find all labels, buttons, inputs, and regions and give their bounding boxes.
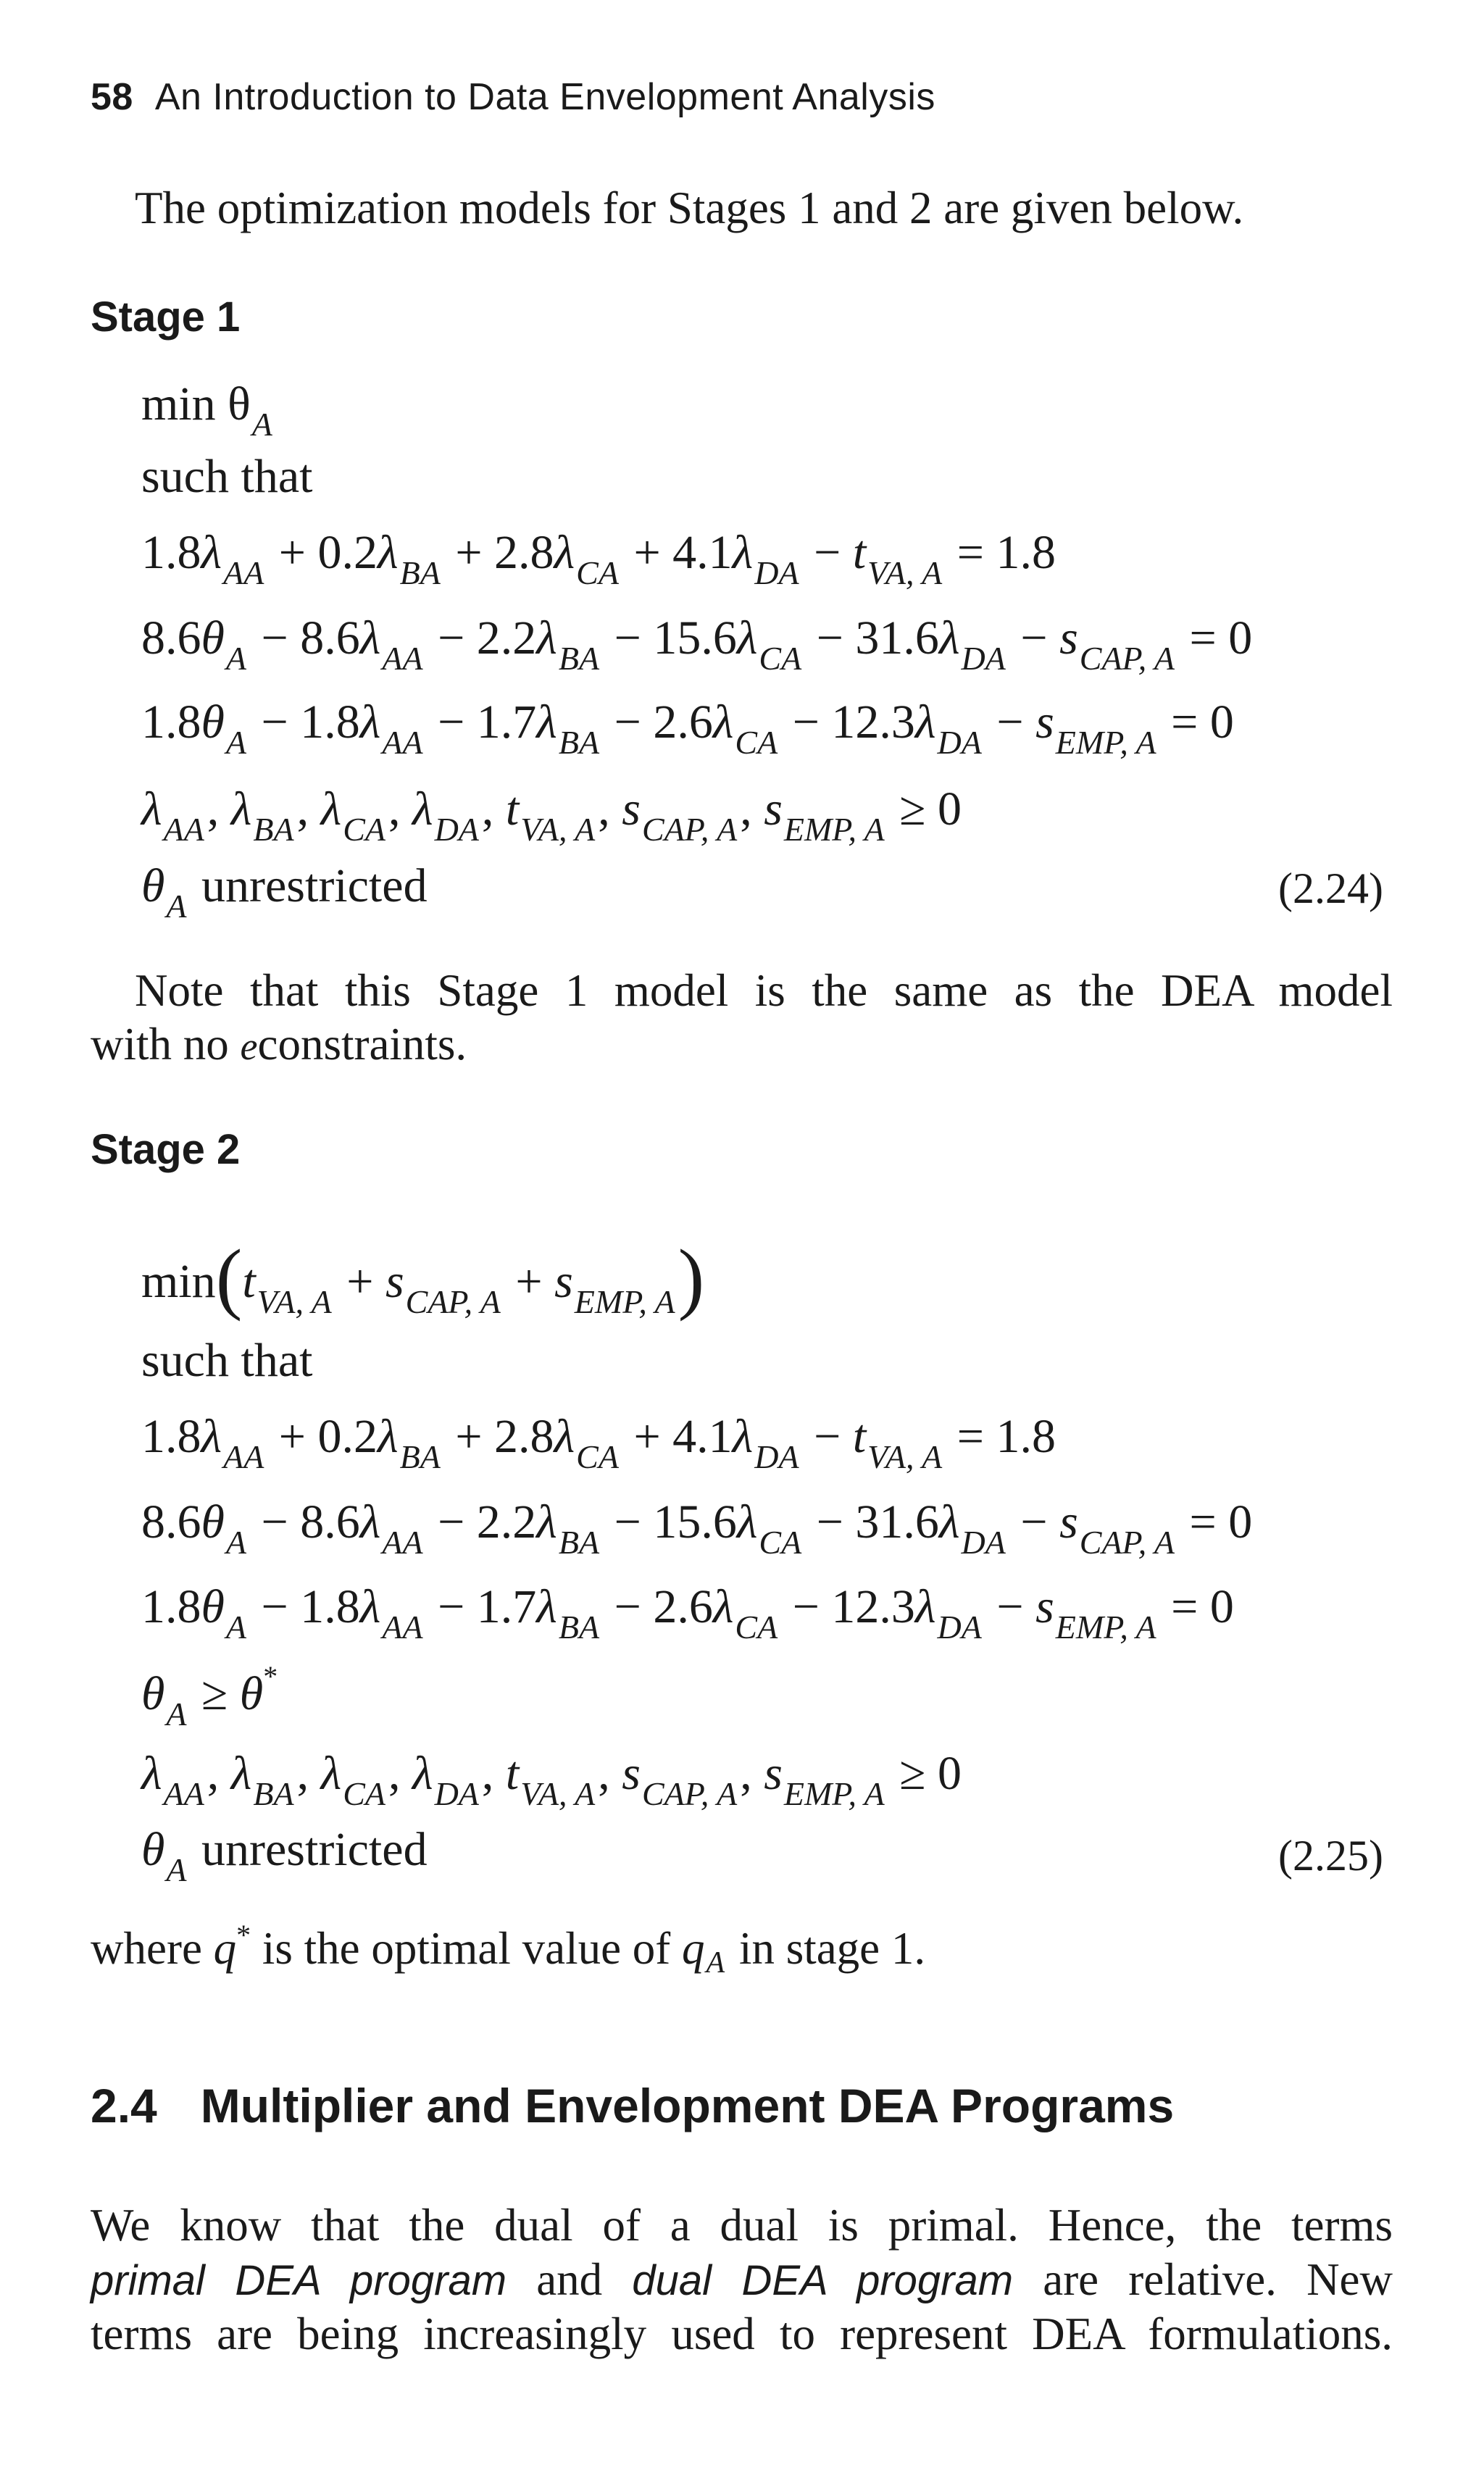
stage1-constraint-2: $8.6\theta_A - 8.6\lambda_{AA} - 2.2\lambda_{BA} - 15.6\lambda_{CA} - 31.6\lambda_{DA} - s_{CAP, A} = 0$ — [141, 612, 1253, 677]
final-paragraph-line3: terms are being increasingly used to represent DEA formulations. — [91, 2309, 1393, 2359]
equation-number-2-24: (2.24) — [1278, 864, 1383, 912]
stage2-objective: $\min(t_{VA, A} + s_{CAP, A} + s_{EMP, A})$ — [141, 1233, 705, 1322]
stage2-theta-bound: $\theta_A \ge \theta^*$ — [141, 1660, 278, 1732]
stage2-unrestricted: $\theta_A$ unrestricted — [141, 1823, 428, 1888]
book-title: An Introduction to Data Envelopment Analysis — [154, 76, 935, 118]
stage1-such-that: such that — [141, 450, 313, 503]
intro-paragraph: The optimization models for Stages 1 and 2 are given below. — [135, 183, 1244, 233]
where-sentence: where q* is the optimal value of qA in stage 1. — [91, 1919, 926, 1980]
stage2-constraint-1: $1.8\lambda_{AA} + 0.2\lambda_{BA} + 2.8\lambda_{CA} + 4.1\lambda_{DA} - t_{VA, A} = 1.8$ — [141, 1410, 1056, 1475]
stage2-constraint-2: $8.6\theta_A - 8.6\lambda_{AA} - 2.2\lambda_{BA} - 15.6\lambda_{CA} - 31.6\lambda_{DA} - s_{CAP, A} = 0$ — [141, 1496, 1253, 1561]
stage1-nonnegativity: $\lambda_{AA}$, $\lambda_{BA}$, $\lambda_{CA}$, $\lambda_{DA}$, $t_{VA, A}$, $s_{CAP, A}$, $s_{EMP, A} \ge 0$ — [141, 783, 962, 848]
stage2-nonnegativity: $\lambda_{AA}$, $\lambda_{BA}$, $\lambda_{CA}$, $\lambda_{DA}$, $t_{VA, A}$, $s_{CAP, A}$, $s_{EMP, A} \ge 0$ — [141, 1747, 962, 1812]
stage1-objective: $\min \theta_A$ — [141, 378, 272, 443]
final-paragraph-line1: We know that the dual of a dual is primal. Hence, the terms — [91, 2200, 1393, 2251]
equation-number-2-25: (2.25) — [1278, 1832, 1383, 1880]
section-heading: 2.4 Multiplier and Envelopment DEA Programs — [91, 2079, 1175, 2132]
stage1-constraint-3: $1.8\theta_A - 1.8\lambda_{AA} - 1.7\lambda_{BA} - 2.6\lambda_{CA} - 12.3\lambda_{DA} - s_{EMP, A} = 0$ — [141, 696, 1234, 761]
running-header — [91, 75, 935, 119]
stage1-unrestricted: $\theta_A$ unrestricted — [141, 859, 428, 925]
note-paragraph-line1: Note that this Stage 1 model is the same as the DEA model — [135, 965, 1393, 1016]
stage2-such-that: such that — [141, 1334, 313, 1387]
stage2-heading: Stage 2 — [91, 1126, 241, 1173]
note-paragraph-line2: with no econstraints. — [91, 1019, 467, 1069]
stage2-constraint-3: $1.8\theta_A - 1.8\lambda_{AA} - 1.7\lambda_{BA} - 2.6\lambda_{CA} - 12.3\lambda_{DA} - s_{EMP, A} = 0$ — [141, 1580, 1234, 1646]
page-number: 58 — [91, 76, 133, 118]
stage1-constraint-1: $1.8\lambda_{AA} + 0.2\lambda_{BA} + 2.8\lambda_{CA} + 4.1\lambda_{DA} - t_{VA, A} = 1.8$ — [141, 526, 1056, 591]
final-paragraph-line2: primal DEA program and dual DEA program are relative. New — [91, 2254, 1393, 2305]
stage1-heading: Stage 1 — [91, 293, 241, 341]
